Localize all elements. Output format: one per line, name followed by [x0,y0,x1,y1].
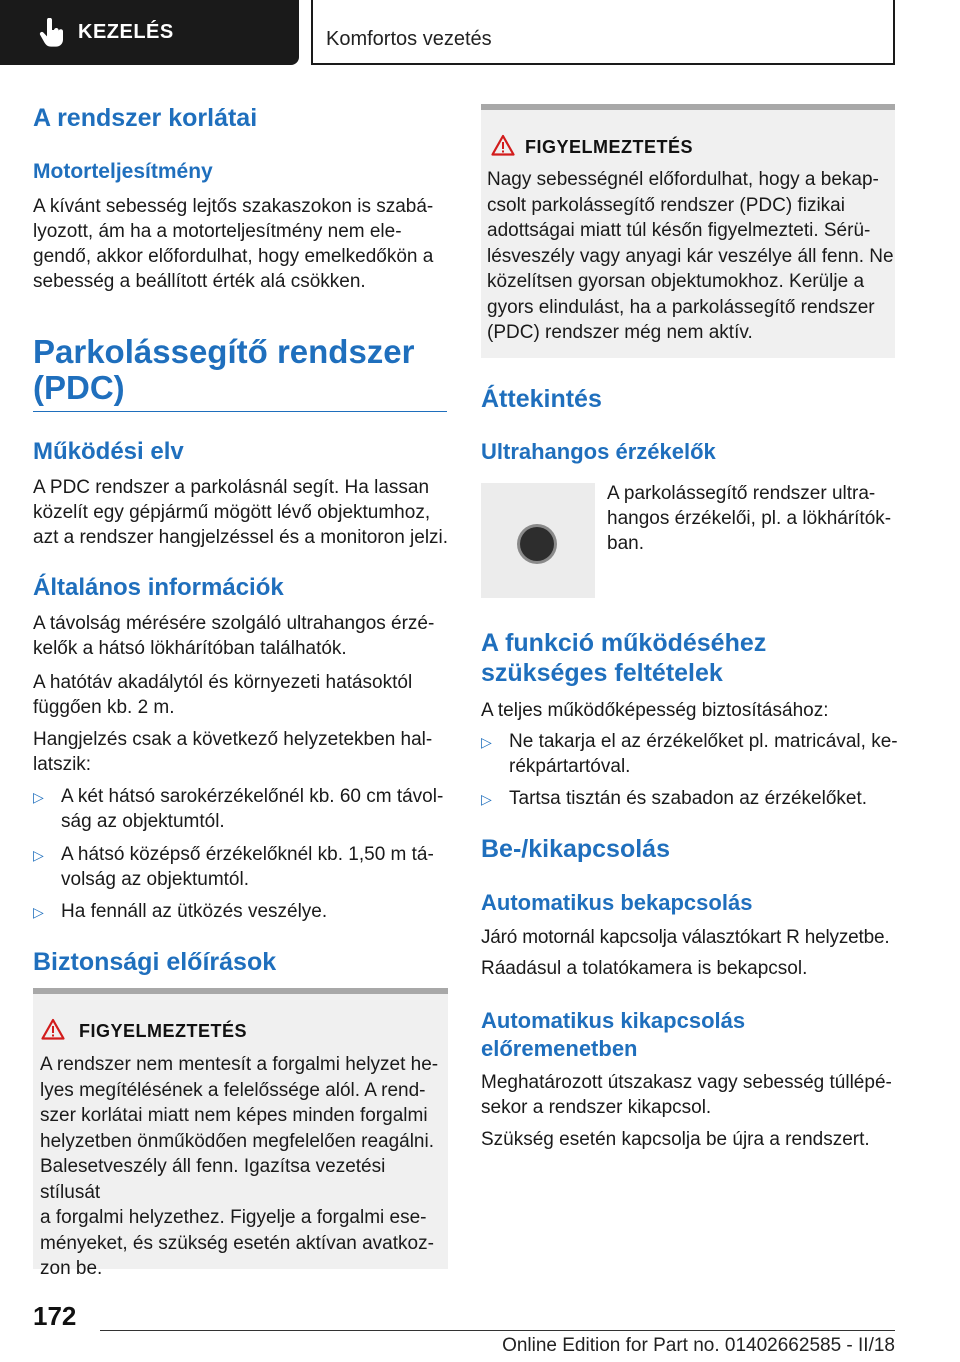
warning-triangle-icon [41,1018,65,1040]
heading-line: Automatikus kikapcsolás [481,1008,746,1033]
warning-label: FIGYELMEZTETÉS [79,1021,248,1041]
text-line: adottságai miatt túl későn figyelmezteti. Sérü- [487,220,871,241]
text-line: lésveszély vagy anyagi kár veszélye áll fenn. Ne [487,245,894,267]
text-line: ság az objektumtól. [61,811,225,832]
motor-text [33,194,453,294]
text-line: A hátsó középső érzékelőknél kb. 1,50 m tá- [61,844,434,865]
general-heading: Általános információk [33,574,284,601]
chapter-tab-label: KEZELÉS [78,21,174,43]
page-number: 172 [33,1301,77,1331]
footer-rule [100,1330,895,1331]
text-line: kelők a hátsó lökhárítóban találhatók. [33,638,347,659]
general-text-3 [33,727,453,777]
text-line: latszik: [33,754,92,775]
pdc-title-line1: Parkolássegítő rendszer [33,333,415,370]
limits-heading: A rendszer korlátai [33,104,258,132]
sensor-core [520,527,554,561]
section-title: Komfortos vezetés [326,28,492,50]
pdc-title-line2: (PDC) [33,369,125,406]
text-line: A parkolássegítő rendszer ultra- [607,483,876,504]
text-line: (PDC) rendszer még nem aktív. [487,322,753,343]
text-line: lyes megítélésének a felelőssége alól. A rend- [40,1079,426,1101]
triangle-bullet-icon: ▷ [33,904,44,920]
text-line: szer korlátai miatt nem képes minden forgalmi [40,1105,428,1126]
auto-on-heading: Automatikus bekapcsolás [481,890,753,915]
text-line: Meghatározott útszakasz vagy sebesség túllépé- [481,1072,892,1093]
text-line: helyzetben önműködően megfelelően reagálni. [40,1130,434,1152]
requirements-intro: A teljes működőképesség biztosításához: [481,700,829,721]
text-line: közelít egy gépjármű mögött lévő objektumhoz, [33,502,431,523]
list-item [33,842,453,892]
text-line: lyozott, ám ha a motorteljesítmény nem ele- [33,221,402,242]
text-line: rékpártartóval. [509,756,631,777]
text-line: hangos érzékelői, pl. a lökhárítók- [607,508,892,529]
text-line: A PDC rendszer a parkolásnál segít. Ha lassan [33,477,430,498]
text-line: azt a rendszer hangjelzéssel és a monitoron jelzi. [33,527,449,548]
text-line: a forgalmi helyzethez. Figyelje a forgalmi ese- [40,1207,427,1228]
requirements-heading [481,628,766,688]
triangle-bullet-icon: ▷ [481,791,492,807]
ultrasonic-sensor-image [481,483,595,598]
text-line: ban. [607,533,644,554]
header-underline [311,63,895,65]
text-line: Nagy sebességnél előfordulhat, hogy a bekap- [487,169,879,190]
auto-off-text-1 [481,1070,901,1120]
text-line: gendő, akkor előfordulhat, hogy emelkedőkön a [33,246,434,267]
text-line: A két hátsó sarokérzékelőnél kb. 60 cm távol- [61,786,444,807]
text-line: Tartsa tisztán és szabadon az érzékelőket. [509,788,868,809]
motor-heading: Motorteljesítmény [33,160,213,183]
heading-line: szükséges feltételek [481,659,723,687]
auto-on-text-1: Járó motornál kapcsolja választókart R helyzetbe. [481,927,890,948]
principle-text [33,475,453,550]
text-line: Balesetveszély áll fenn. Igazítsa vezetési stílusát [40,1156,386,1203]
text-line: Ha fennáll az ütközés veszélye. [61,901,328,922]
onoff-heading: Be-/kikapcsolás [481,835,670,863]
list-item [33,784,453,834]
text-line: ményeket, és szükség esetén aktívan avatkoz- [40,1232,434,1254]
text-line: sebesség a beállított érték alá csökken. [33,271,366,292]
chapter-tab[interactable] [0,0,299,65]
warning-text [487,167,897,346]
text-line: Hangjelzés csak a következő helyzetekben hal- [33,729,433,750]
auto-on-text-2: Ráadásul a tolatókamera is bekapcsol. [481,958,808,979]
warning-text [40,1052,450,1282]
list-item [481,786,901,811]
triangle-bullet-icon: ▷ [33,847,44,863]
overview-heading: Áttekintés [481,385,602,413]
warning-triangle-icon [491,134,515,156]
heading-line: A funkció működéséhez [481,629,767,657]
auto-off-heading [481,1007,745,1063]
safety-heading: Biztonsági előírások [33,948,277,976]
list-item [33,899,453,924]
text-line: sekor a rendszer kikapcsol. [481,1097,712,1118]
edition-text: Online Edition for Part no. 01402662585 - II/18 [502,1335,895,1356]
heading-line: előremenetben [481,1036,638,1061]
triangle-bullet-icon: ▷ [33,789,44,805]
text-line: Ne takarja el az érzékelőket pl. matricával, ke- [509,731,898,752]
warning-box [481,104,895,358]
text-line: A kívánt sebesség lejtős szakaszokon is szabá- [33,196,434,217]
auto-off-text-2: Szükség esetén kapcsolja be újra a rendszert. [481,1129,870,1150]
text-line: A rendszer nem mentesít a forgalmi helyzet he- [40,1054,439,1075]
sensors-heading: Ultrahangos érzékelők [481,439,716,464]
header-divider [311,0,313,65]
text-line: függően kb. 2 m. [33,697,175,718]
warning-label: FIGYELMEZTETÉS [525,137,694,157]
warning-box [33,988,448,1279]
triangle-bullet-icon: ▷ [481,734,492,750]
header-end-divider [893,0,895,65]
text-line: gyors elindulást, ha a parkolássegítő rendszer [487,296,875,318]
text-line: A hatótáv akadálytól és környezeti hatásoktól [33,672,413,693]
sensors-text [607,481,897,556]
text-line: volság az objektumtól. [61,869,249,890]
general-text-1 [33,611,453,661]
text-line: közelítsen gyorsan objektumokhoz. Kerülje a [487,271,865,292]
title-rule [33,411,447,412]
text-line: zon be. [40,1258,103,1279]
hand-pointer-icon [38,18,66,48]
list-item [481,729,901,779]
principle-heading: Működési elv [33,438,184,465]
text-line: csolt parkolássegítő rendszer (PDC) fizikai [487,194,845,216]
general-text-2 [33,670,453,720]
text-line: A távolság mérésére szolgáló ultrahangos érzé- [33,613,435,634]
